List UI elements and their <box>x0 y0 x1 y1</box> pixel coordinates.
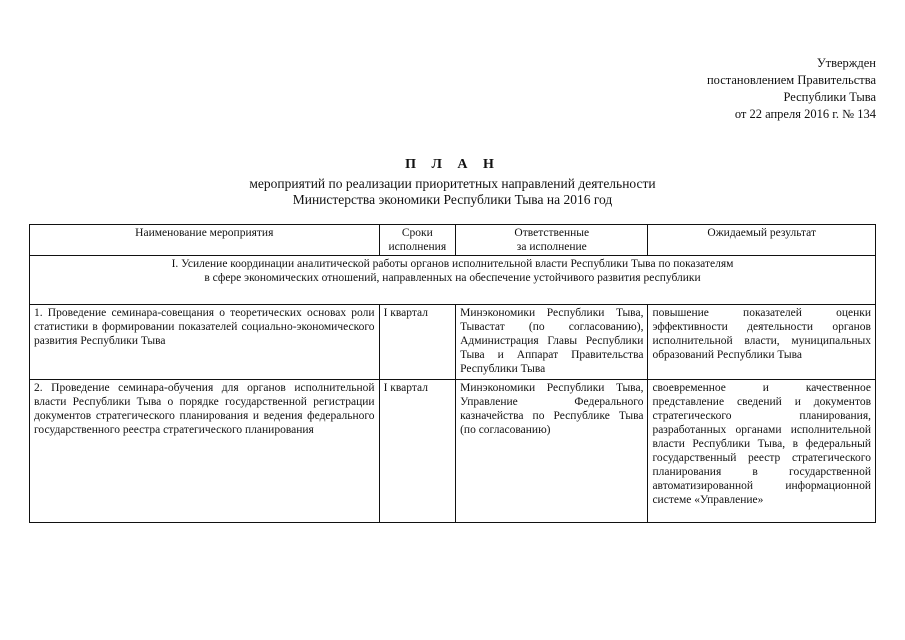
cell-result: своевременное и качественное представление сведений и документов стратегического планирования, разработанных органами исполнительной власти Республики Тыва, в федеральный государственный реестр стратегического планирования в государственной автоматизированной информационной системе «Управление» <box>648 380 876 523</box>
cell-term: I квартал <box>379 380 456 523</box>
section-row <box>30 256 876 305</box>
plan-table <box>29 224 876 523</box>
header-responsible-line: Ответственные <box>514 227 590 239</box>
approval-line: от 22 апреля 2016 г. № 134 <box>734 107 876 121</box>
cell-responsible: Минэкономики Республики Тыва, Тывастат (по согласованию), Администрация Главы Республики Тыва и Аппарат Правительства Республики Тыва <box>456 305 648 380</box>
cell-name: 2. Проведение семинара-обучения для органов исполнительной власти Республики Тыва о порядке государственной регистрации документов стратегического планирования и ведения федерального государственного реестра стратегического планирования <box>30 380 380 523</box>
approval-line: постановлением Правительства <box>706 73 876 87</box>
header-responsible-line: за исполнение <box>516 241 587 253</box>
section-line: I. Усиление координации аналитической работы органов исполнительной власти Республики Тыва по показателям <box>171 258 734 270</box>
plan-subtitle <box>0 176 905 208</box>
table-row <box>30 380 876 523</box>
section-line: в сфере экономических отношений, направленных на обеспечение устойчивого развития республики <box>204 272 701 284</box>
approval-line: Республики Тыва <box>783 90 876 104</box>
cell-term: I квартал <box>379 305 456 380</box>
header-responsible <box>456 225 648 256</box>
header-name: Наименование мероприятия <box>30 225 380 256</box>
approval-line: Утвержден <box>816 56 876 70</box>
subtitle-line: Министерства экономики Республики Тыва на 2016 год <box>292 192 613 207</box>
cell-responsible: Минэкономики Республики Тыва, Управление Федерального казначейства по Республике Тыва (по согласованию) <box>456 380 648 523</box>
header-term <box>379 225 456 256</box>
header-term-line: Сроки <box>401 227 433 239</box>
cell-result: повышение показателей оценки эффективности деятельности органов исполнительной власти, муниципальных образований Республики Тыва <box>648 305 876 380</box>
header-term-line: исполнения <box>388 241 447 253</box>
approval-stamp <box>640 55 876 123</box>
subtitle-line: мероприятий по реализации приоритетных направлений деятельности <box>249 176 656 191</box>
header-result: Ожидаемый результат <box>648 225 876 256</box>
plan-title: П Л А Н <box>405 157 500 172</box>
section-title <box>30 256 876 305</box>
table-header-row <box>30 225 876 256</box>
table-row <box>30 305 876 380</box>
cell-name: 1. Проведение семинара-совещания о теоретических основах роли статистики в формировании показателей социально-экономического развития Республики Тыва <box>30 305 380 380</box>
